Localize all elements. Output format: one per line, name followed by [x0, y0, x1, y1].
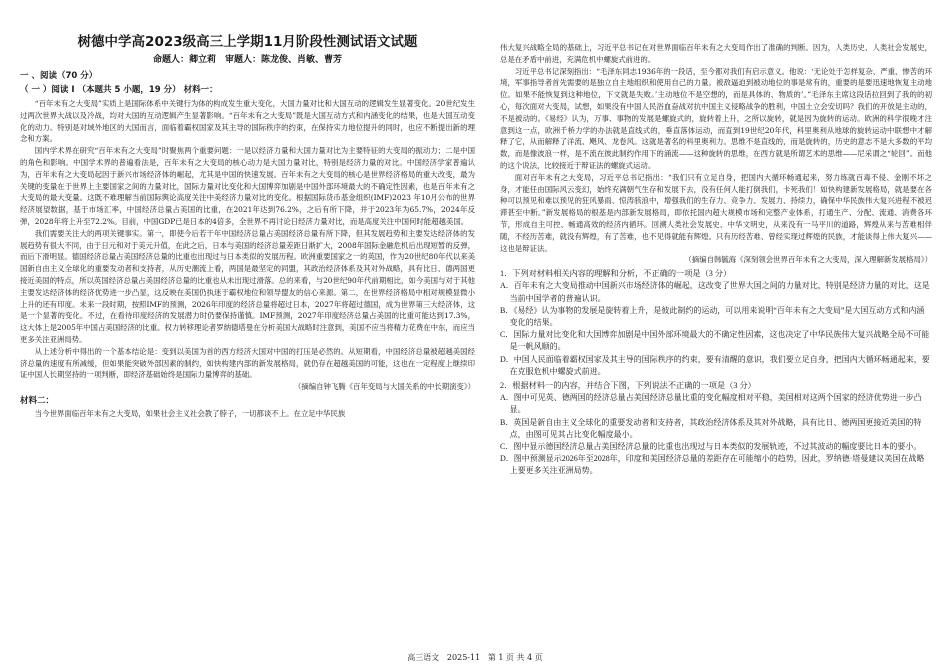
question-1	[500, 268, 932, 378]
paragraph: “百年未有之大变局”实质上是国际体系中关键行为体的构成发生重大变化，大国力量对比和大国互动的逻辑发生显著变化。20世纪发生过两次世界大战以及冷战，均对大国的互动逻辑产生显著影响。“百年未有之大变局”既是大国互动方式和内涵变化的结果，也是大国互动变化的动力。特别是对域外地区的大国而言，面临着霸权国家及其主导的国际秩序的约束，在保持实力地位提升的同时，也应不断提出新的理念和方案。	[20, 99, 475, 144]
page-title: 树德中学高2023级高三上学期11月阶段性测试语文试题	[77, 34, 418, 50]
option-d: D．中国人民面临着霸权国家及其主导的国际秩序的约束，要有清醒的意识，我们要立足自身，把国内大循环畅通起来，要在克服危机中螺旋式前进。	[500, 354, 930, 376]
subsection-heading: （ 一 ）阅读 I （本题共 5 小题，19 分） 材料一：	[20, 85, 218, 95]
paragraph: 习近平总书记深刻指出：“毛泽东同志1936年的一段话，至今都对我们有启示意义。他说：‘无论处于怎样复杂、严重、惨苦的环境，军事指导者首先需要的是独立自主地组织和使用自己的力量。被敌逼迫到被动地位的事是常有的，重要的是要迅速地恢复主动地位。如果不能恢复到这种地位，下文就是失败。’主动地位不是空想的，而是具体的、物质的’。”毛泽东主席这段话拉回到了我的的初心，每次面对大变局，试想，如果没有中国人民浴血奋战对抗中国主义侵略战争的胜利，中国土立会安切吗？我们的开放是主动的，不是被动的。《易经》认为，万事、事物的发展是螺旋式的，旋转着上升，之所以旋转，就是因为旋转的运动。欧洲的科学很晚才注意到这一点，欧洲千桥力学的办法就是直线式的，垂直落体运动，而直到19世纪20年代，科里奥利从地球的旋转运动中联想中才解释了它，从而解释了洋流、飓风、龙卷风。这就是著名的科里奥利力。思维不是直线的，而是旋转的，历史的意志不是大多数的平均数，而是像波浪一样，是不流在彼此制约作用下的涌流——这种旋转的思维，在西方就是所谓艺术的思维——尼采谓之“轮回”。而他的这个说法，比较接近于辩证法的螺旋式运动。	[500, 66, 932, 170]
option-b: B．《易经》认为事物的发展是旋转着上升，是彼此制约的运动，可以用来说明“百年未有之大变局”是大国互动方式和内涵变化的结果。	[500, 305, 925, 327]
option-a: A．图中可见英、德两国的经济总量占美国经济总量比重的变化幅度相对平稳，美国相对这两个国家的经济优势进一步凸显。	[500, 393, 922, 415]
author-line: 命题人：卿立莉 审题人：陈龙俊、肖敏、曹芳	[152, 55, 342, 65]
option-c: C．图中显示德国经济总量占美国经济总量的比重也出现过与日本类似的发展轨迹，不过其波动的幅度要比日本的要小。	[500, 441, 922, 451]
paragraph: 国内学术界在研究“百年未有之大变局”时聚焦两个重要问题：一是以经济力量和大国力量对比为主要特征的大变局的振动力；二是中国的角色和影响。中国学术界的普遍看法是，百年未有之大变局的核心动力是大国力量对比，特别是经济力量的对比。中国经济学家普遍认为，百年未有之大变局起因于新兴市场经济体的崛起，尤其是中国的快速发展。百年未有之大变局的核心是世界经济格局的重大改变，最为关键的变量在于世界上主要国家之间的力量对比，国际力量对比变化和大国博弈加剧是中国外部环境最大的不确定性因素，也是百年未有之大变局的最大变量。这既不难理解当前国际舆论高度关注中美经济力量对比的变化。根据国际货币基金组织(IMF)2023 年10月公布的世界经济展望数据，基于市场汇率，中国经济总量占美国的比重，在2021年达到76.2%，之后有所下降，并于2023年为65.7%，2024年反弹，2028年将上升至72.2%。目前，中国GDP已是日本的4倍多，全世界不再讨论日经济力量对比，而是高度关注中国何时能超越美国。	[20, 146, 475, 226]
section-heading: 一 、阅读（70 分）	[20, 71, 98, 81]
source-citation: （摘编自韩毓海《深刻领会世界百年未有之大变局，深入理解新发展格局》）	[684, 255, 932, 265]
source-citation: （摘编自钟飞腾《百年变局与大国关系的中长期演变》）	[293, 382, 475, 392]
paragraph: 伟大复兴战略全局的基础上，习近平总书记在对世界面临百年未有之大变局作出了准确的判断。因为，人类历史、人类社会发展史，总是在矛盾中前进，充满危机中螺旋式前进的。	[500, 43, 932, 64]
paragraph: 当今世界面临百年未有之大变局，如果社会主义社会教了脖子，一切都谈不上。在立足中华民族	[34, 408, 346, 418]
option-d: D．图中预测显示2026年至2028年，印度和美国经济总量的差距存在可能缩小的趋势，因此，罗纳德·塔曼建议美国在战略上要更多关注亚洲局势。	[500, 454, 925, 476]
right-column	[500, 42, 932, 642]
question-2	[500, 380, 932, 478]
footer-date: 2025-11	[446, 653, 481, 662]
question-stem: 1．下列对材料相关内容的理解和分析，不正确的一项是（3 分）	[500, 269, 732, 279]
question-stem: 2．根据材料一的内容，并结合下图，下列说法不正确的一项是（3 分）	[500, 380, 756, 390]
footer-subject: 高三语文	[407, 653, 440, 662]
option-c: C．国际力量对比变化和大国博弈加剧是中国外部环境最大的不确定性因素，这也决定了中华民族伟大复兴战略全局不可能是一帆风顺的。	[500, 330, 930, 352]
option-a: A．百年未有之大变局推动中国新兴市场经济体的崛起，这改变了世界大国之间的力量对比，特别是经济力量的对比，这是当前中国学者的普遍认识。	[500, 281, 930, 303]
paragraph: 面对百年未有之大变局，习近平总书记指出：“我们只有立足自身，把国内大循环畅通起来，努力练就百毒不侵、金刚不坏之身，才能任由国际风云变幻，始终充满朝气生存和发展下去，没有任何人能打倒我们，卡死我们！如快构建新发展格局，就是要在各种可以预见和难以预见的狂风暴雨、惊涛骇浪中，增强我们的生存力、竞争力、发展力、持续力，确保中华民族伟大复兴进程不被迟滞甚至中断。”新发展格局的根基是内部新发展格局，即依托国内超大规模市场和完整产业体系，打通生产、分配、流通、消费各环节，形成自主可控、畅通高效的经济内循环。回溯人类社会发展史、中华文明史，从来没有一马平川的道路，辉煌从来与苦难相伴随，不经历苦难，就没有辉煌，有了苦难，也不见得就能有辉煌。只有历经苦难、曾经实现过辉煌的民族，才能谈得上伟大复兴——这也是辩证法。	[500, 172, 932, 253]
page-footer	[0, 652, 950, 663]
paragraph: 我们需要关注大的两项关键事实。第一，即使今后若干年中国经济总量占美国经济总量有所下降，但其发展趋势和主要发达经济体的发展趋势有很大不同，由于日元和对于美元升值，在此之后，日本与美国的经济总量差距日渐扩大，2008年国际金融危机后出现短暂的反弹，而后下滑明显。德国经济总量占美国经济总量的比重也出现过与日本类似的发展历程。欧洲重要国家之一的英国，作为20世纪80年代以来美国新自由主义全球化的重要发动者和支持者，从历史潮流上看，两国是最坚定的同盟，其政治经济体系及其对外战略，具有比日、德两国更接近美国的特点，所以英国经济总量占美国经济总量的比重也从未出现过滑落。总的来看，与20世纪90年代前期相比，如今美国与对于其他主要发达经济体的经济优势进一步凸显，这反映在美国仍执迷于霸权地位和领导盟友的信心来源。第二，在世界经济格局中相对规模显微小上升的还有印度。未来一段时期，按照IMF的预测，2026年印度的经济总量将超过日本，2027年将超过德国，成为世界第三大经济体，这是一个显著的变化。不过，在看待印度经济的发展潜力时仍要保持谨慎。IMF预测，2027年印度经济总量占美国的比重可能达到17.3%，这大体上是2005年中国占美国经济的比重。权力转移理论者罗纳德塔曼在分析美国大战略时注意到，美国不应当将精力花费在中东，而应当更多关注亚洲局势。	[20, 228, 475, 344]
material-heading: 材料二：	[20, 395, 55, 406]
option-b: B．英国是新自由主义全球化的重要发动者和支持者，其政治经济体系及其对外战略，具有比日、德两国更接近美国的特点，由图可见其占比变化幅度最小。	[500, 417, 922, 439]
paragraph: 从上述分析中得出的一个基本结论是：变到以美国为首的西方经济大国对中国的打压是必然的。从短期看，中国经济总量被超越美国经济总量的速度有所减缓，但如果能突破外部因素的制约，如快构建内部的新发展格局，就仍存在超越美国的可能，这也在一定程度上继续印证中国人长期坚持的一项判断，即经济基础始终是国际力量博弈的基础。	[20, 346, 475, 380]
left-column	[20, 68, 475, 640]
footer-page: 第 1 页 共 4 页	[487, 653, 543, 662]
